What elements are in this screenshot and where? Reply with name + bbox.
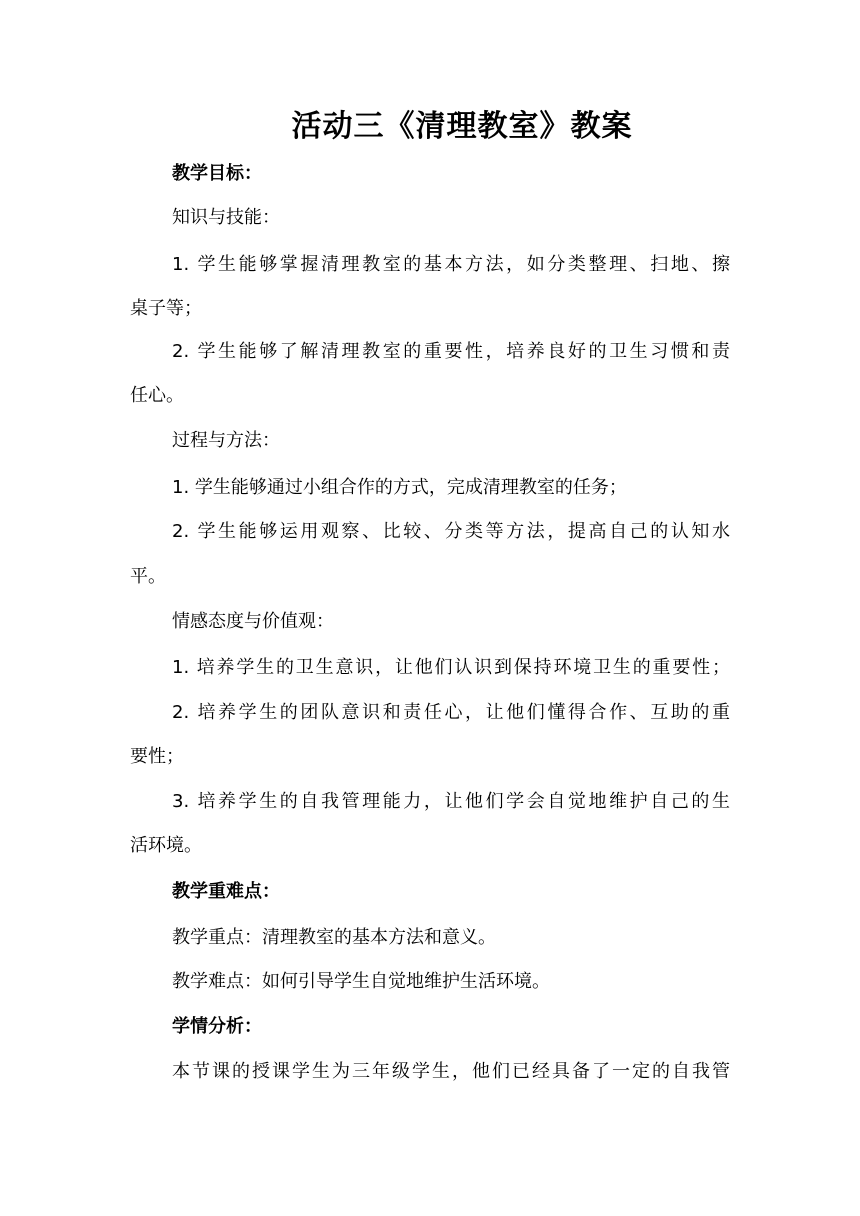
paragraph-line: 1. 学生能够掌握清理教室的基本方法，如分类整理、扫地、擦	[172, 254, 730, 275]
paragraph-line: 2. 培养学生的团队意识和责任心，让他们懂得合作、互助的重	[172, 702, 730, 723]
document-title: 活动三《清理教室》教案	[291, 109, 633, 144]
paragraph-line: 教学难点：如何引导学生自觉地维护生活环境。	[172, 971, 550, 992]
subheading-emotional-attitude: 情感态度与价值观：	[172, 611, 334, 632]
paragraph-line: 教学重点：清理教室的基本方法和意义。	[172, 927, 496, 948]
paragraph-line: 2. 学生能够运用观察、比较、分类等方法，提高自己的认知水	[172, 521, 730, 542]
subheading-process-methods: 过程与方法：	[172, 430, 280, 451]
paragraph-line: 平。	[130, 566, 166, 587]
paragraph-line: 3. 培养学生的自我管理能力，让他们学会自觉地维护自己的生	[172, 791, 730, 812]
section-heading-key-points: 教学重难点：	[172, 881, 280, 902]
paragraph-line: 1. 培养学生的卫生意识，让他们认识到保持环境卫生的重要性；	[172, 657, 730, 678]
paragraph-line: 活环境。	[130, 835, 202, 856]
paragraph-line: 1. 学生能够通过小组合作的方式，完成清理教室的任务；	[172, 477, 627, 498]
paragraph-line: 2. 学生能够了解清理教室的重要性，培养良好的卫生习惯和责	[172, 341, 730, 362]
paragraph-line: 桌子等；	[130, 298, 202, 319]
paragraph-line: 要性；	[130, 746, 184, 767]
paragraph-line: 本节课的授课学生为三年级学生，他们已经具备了一定的自我管	[172, 1061, 730, 1082]
paragraph-line: 任心。	[130, 385, 184, 406]
section-heading-student-analysis: 学情分析：	[172, 1016, 262, 1037]
section-heading-teaching-objectives: 教学目标：	[172, 163, 262, 184]
subheading-knowledge-skills: 知识与技能：	[172, 207, 280, 228]
